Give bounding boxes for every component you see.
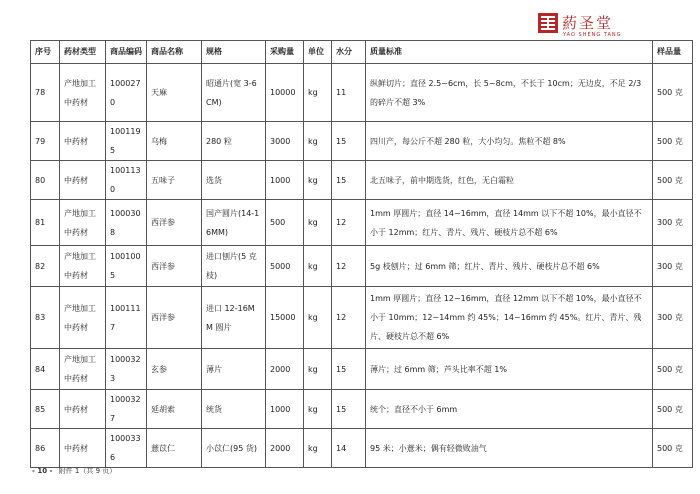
purchase-qty-cell: 500 [266, 200, 304, 246]
logo-pinyin: YAO SHENG TANG [563, 32, 622, 38]
moisture-cell: 15 [332, 349, 366, 390]
table-row [31, 349, 693, 390]
unit-cell: kg [304, 200, 332, 246]
purchase-qty-cell: 3000 [266, 122, 304, 161]
product-code-cell: 1000336 [106, 429, 147, 468]
row-number-cell: 82 [31, 246, 60, 287]
product-code-cell: 1000323 [106, 349, 147, 390]
column-header: 商品名称 [147, 41, 202, 64]
product-name-cell: 天麻 [147, 64, 202, 122]
purchase-qty-cell: 2000 [266, 349, 304, 390]
table-row [31, 64, 693, 122]
product-name-cell: 五味子 [147, 161, 202, 200]
table-row [31, 122, 693, 161]
purchase-qty-cell: 1000 [266, 161, 304, 200]
product-code-cell: 1000327 [106, 390, 147, 429]
sample-qty-cell: 300 克 [653, 287, 693, 349]
specification-cell: 进口刨片(5 克枝) [202, 246, 266, 287]
unit-cell: kg [304, 246, 332, 287]
moisture-cell: 12 [332, 287, 366, 349]
material-type-cell: 产地加工中药材 [60, 349, 106, 390]
product-name-cell: 西洋参 [147, 287, 202, 349]
unit-cell: kg [304, 287, 332, 349]
sample-qty-cell: 500 克 [653, 390, 693, 429]
quality-standard-cell: 纵鲜切片；直径 2.5~6cm，长 5~8cm，不长于 10cm；无边皮，不足 2/3 的碎片不超 3% [366, 64, 653, 122]
specification-cell: 选货 [202, 161, 266, 200]
moisture-cell: 15 [332, 161, 366, 200]
column-header: 规格 [202, 41, 266, 64]
moisture-cell: 11 [332, 64, 366, 122]
material-type-cell: 产地加工中药材 [60, 246, 106, 287]
specification-cell: 国产圆片(14-16MM) [202, 200, 266, 246]
material-type-cell: 产地加工中药材 [60, 64, 106, 122]
page-number: - 10 - [32, 467, 53, 475]
specification-cell: 小苡仁(95 货) [202, 429, 266, 468]
quality-standard-cell: 5g 枝刨片；过 6mm 筛；红片、青片、残片、硬枝片总不超 6% [366, 246, 653, 287]
sample-qty-cell: 300 克 [653, 200, 693, 246]
row-number-cell: 83 [31, 287, 60, 349]
quality-standard-cell: 四川产，每公斤不超 280 粒，大小均匀。焦粒不超 8% [366, 122, 653, 161]
column-header: 单位 [304, 41, 332, 64]
column-header: 药材类型 [60, 41, 106, 64]
table-row [31, 161, 693, 200]
sample-qty-cell: 500 克 [653, 122, 693, 161]
moisture-cell: 12 [332, 200, 366, 246]
moisture-cell: 14 [332, 429, 366, 468]
specification-cell: 进口 12-16MM 圆片 [202, 287, 266, 349]
material-type-cell: 产地加工中药材 [60, 200, 106, 246]
product-name-cell: 西洋参 [147, 200, 202, 246]
quality-standard-cell: 北五味子，前中期选货，红色，无白霜粒 [366, 161, 653, 200]
product-name-cell: 西洋参 [147, 246, 202, 287]
material-type-cell: 产地加工中药材 [60, 287, 106, 349]
unit-cell: kg [304, 390, 332, 429]
moisture-cell: 15 [332, 122, 366, 161]
table-row [31, 287, 693, 349]
quality-standard-cell: 95 米；小薏米；偶有轻微败油气 [366, 429, 653, 468]
product-name-cell: 玄参 [147, 349, 202, 390]
purchase-qty-cell: 1000 [266, 390, 304, 429]
column-header: 样品量 [653, 41, 693, 64]
sample-qty-cell: 500 克 [653, 64, 693, 122]
product-code-cell: 1001005 [106, 246, 147, 287]
column-header: 序号 [31, 41, 60, 64]
product-code-cell: 1000270 [106, 64, 147, 122]
quality-standard-cell: 统个；直径不小于 6mm [366, 390, 653, 429]
page-footer [32, 466, 116, 476]
table-row [31, 429, 693, 468]
specification-cell: 薄片 [202, 349, 266, 390]
row-number-cell: 78 [31, 64, 60, 122]
sample-qty-cell: 300 克 [653, 246, 693, 287]
unit-cell: kg [304, 122, 332, 161]
row-number-cell: 81 [31, 200, 60, 246]
quality-standard-cell: 薄片；过 6mm 筛；芦头比率不超 1% [366, 349, 653, 390]
material-type-cell: 中药材 [60, 429, 106, 468]
material-type-cell: 中药材 [60, 390, 106, 429]
purchase-qty-cell: 2000 [266, 429, 304, 468]
row-number-cell: 86 [31, 429, 60, 468]
unit-cell: kg [304, 64, 332, 122]
table-body [31, 64, 693, 468]
row-number-cell: 79 [31, 122, 60, 161]
product-name-cell: 薏苡仁 [147, 429, 202, 468]
logo-seal-icon [538, 13, 558, 33]
logo-name: 葯圣堂 [562, 14, 614, 32]
product-code-cell: 1000308 [106, 200, 147, 246]
purchase-qty-cell: 10000 [266, 64, 304, 122]
unit-cell: kg [304, 161, 332, 200]
purchase-qty-cell: 5000 [266, 246, 304, 287]
brand-logo [538, 13, 668, 43]
footer-text: 附件 1（共 9 页） [58, 467, 117, 475]
moisture-cell: 15 [332, 390, 366, 429]
column-header: 商品编码 [106, 41, 147, 64]
purchase-qty-cell: 15000 [266, 287, 304, 349]
unit-cell: kg [304, 349, 332, 390]
column-header: 采购量 [266, 41, 304, 64]
specification-cell: 统货 [202, 390, 266, 429]
specification-cell: 昭通片(宽 3-6CM) [202, 64, 266, 122]
table-row [31, 200, 693, 246]
product-code-cell: 1001195 [106, 122, 147, 161]
material-type-cell: 中药材 [60, 122, 106, 161]
row-number-cell: 84 [31, 349, 60, 390]
quality-standard-cell: 1mm 厚圆片；直径 12~16mm，直径 12mm 以下不超 10%，最小直径不小于 10mm；12~14mm 约 45%；14~16mm 约 45%。红片、青片、残片、硬枝片总不超 6% [366, 287, 653, 349]
sample-qty-cell: 500 克 [653, 349, 693, 390]
product-code-cell: 1001130 [106, 161, 147, 200]
sample-qty-cell: 500 克 [653, 161, 693, 200]
product-name-cell: 延胡索 [147, 390, 202, 429]
quality-standard-cell: 1mm 厚圆片；直径 14~16mm，直径 14mm 以下不超 10%，最小直径不小于 12mm；红片、青片、残片、硬枝片总不超 6% [366, 200, 653, 246]
row-number-cell: 80 [31, 161, 60, 200]
table-row [31, 246, 693, 287]
procurement-table [30, 40, 693, 468]
product-name-cell: 乌梅 [147, 122, 202, 161]
row-number-cell: 85 [31, 390, 60, 429]
column-header: 质量标准 [366, 41, 653, 64]
product-code-cell: 1001117 [106, 287, 147, 349]
column-header: 水分 [332, 41, 366, 64]
material-type-cell: 中药材 [60, 161, 106, 200]
sample-qty-cell: 500 克 [653, 429, 693, 468]
unit-cell: kg [304, 429, 332, 468]
table-row [31, 390, 693, 429]
moisture-cell: 12 [332, 246, 366, 287]
specification-cell: 280 粒 [202, 122, 266, 161]
table-header-row [31, 41, 693, 64]
